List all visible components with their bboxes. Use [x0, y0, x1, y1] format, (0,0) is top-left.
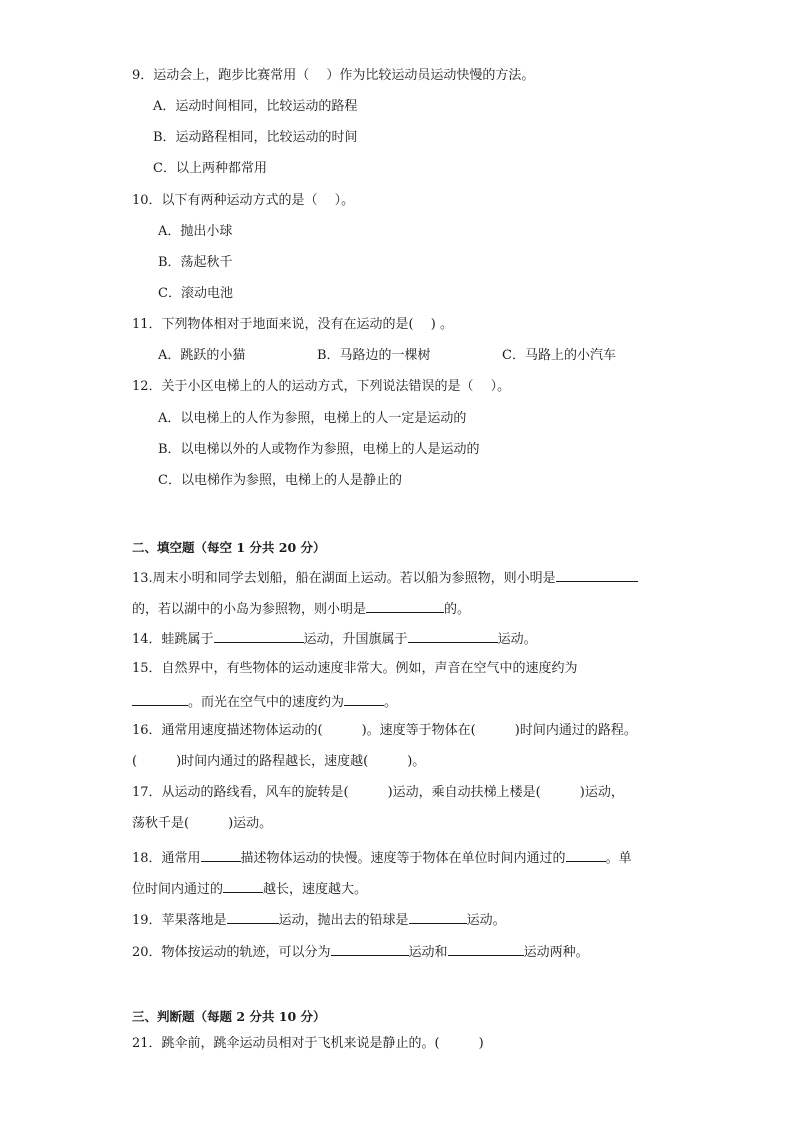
question-18-text-c: 。单	[605, 851, 632, 866]
question-19-line	[132, 909, 506, 930]
question-20-text-c: 运动两种。	[523, 945, 589, 960]
question-18-line-2	[132, 878, 367, 899]
question-21-stem: 21．跳伞前，跳伞运动员相对于飞机来说是静止的。( )	[132, 1036, 484, 1051]
question-10-option-b[interactable]: B．荡起秋千	[158, 255, 233, 270]
answer-blank[interactable]	[409, 909, 467, 924]
question-20-text-a: 20．物体按运动的轨迹，可以分为	[132, 945, 331, 960]
question-15-line-2	[132, 691, 397, 712]
question-14-text-a: 14．蛙跳属于	[132, 632, 214, 647]
question-18-text-b: 描述物体运动的快慢。速度等于物体在单位时间内通过的	[240, 851, 566, 866]
question-18-line-1	[132, 847, 632, 868]
question-9-option-b[interactable]: B．运动路程相同，比较运动的时间	[153, 130, 358, 145]
question-13-text-c: 的。	[444, 602, 471, 617]
question-19-text-c: 运动。	[466, 913, 506, 928]
question-15-line-1: 15．自然界中，有些物体的运动速度非常大。例如，声音在空气中的速度约为	[132, 661, 578, 676]
answer-blank[interactable]	[132, 691, 188, 706]
answer-blank[interactable]	[227, 909, 279, 924]
question-16-line-1: 16．通常用速度描述物体运动的( )。速度等于物体在( )时间内通过的路程。	[132, 723, 637, 738]
question-16-line-2: ( )时间内通过的路程越长，速度越( )。	[132, 754, 426, 769]
question-13-text-a: 13.周末小明和同学去划船，船在湖面上运动。若以船为参照物，则小明是	[132, 571, 556, 586]
section-2-title: 二、填空题（每空 1 分共 20 分）	[132, 540, 326, 555]
question-12-option-c[interactable]: C．以电梯作为参照，电梯上的人是静止的	[158, 473, 402, 488]
question-14-text-b: 运动，升国旗属于	[303, 632, 408, 647]
question-18-text-e: 越长，速度越大。	[263, 882, 368, 897]
question-9-option-a[interactable]: A．运动时间相同，比较运动的路程	[153, 99, 358, 114]
answer-blank[interactable]	[448, 941, 524, 956]
question-9-option-c[interactable]: C．以上两种都常用	[153, 161, 267, 176]
question-20-line	[132, 941, 589, 962]
question-12-option-a[interactable]: A．以电梯上的人作为参照，电梯上的人一定是运动的	[158, 411, 467, 426]
answer-blank[interactable]	[566, 847, 606, 862]
question-10-option-a[interactable]: A．抛出小球	[158, 224, 233, 239]
question-20-text-b: 运动和	[408, 945, 448, 960]
question-18-text-d: 位时间内通过的	[132, 882, 224, 897]
question-17-line-1: 17．从运动的路线看，风车的旋转是( )运动，乘自动扶梯上楼是( )运动，	[132, 785, 624, 800]
question-11-stem: 11．下列物体相对于地面来说，没有在运动的是( ) 。	[132, 317, 453, 332]
answer-blank[interactable]	[214, 628, 304, 643]
answer-blank[interactable]	[556, 567, 638, 582]
question-10-stem: 10．以下有两种运动方式的是（ ）。	[132, 193, 355, 208]
question-13-text-b: 的，若以湖中的小岛为参照物，则小明是	[132, 602, 367, 617]
section-3-title: 三、判断题（每题 2 分共 10 分）	[132, 1009, 326, 1024]
answer-blank[interactable]	[408, 628, 498, 643]
question-18-text-a: 18．通常用	[132, 851, 201, 866]
question-14-text-c: 运动。	[497, 632, 537, 647]
answer-blank[interactable]	[201, 847, 241, 862]
question-11-option-b[interactable]: B．马路边的一棵树	[317, 348, 431, 363]
question-12-option-b[interactable]: B．以电梯以外的人或物作为参照，电梯上的人是运动的	[158, 442, 480, 457]
question-19-text-a: 19．苹果落地是	[132, 913, 227, 928]
question-14-line	[132, 628, 537, 649]
question-19-text-b: 运动，抛出去的铅球是	[278, 913, 409, 928]
answer-blank[interactable]	[366, 598, 444, 613]
question-13-line-2	[132, 598, 470, 619]
question-12-stem: 12．关于小区电梯上的人的运动方式，下列说法错误的是（ ）。	[132, 379, 511, 394]
answer-blank[interactable]	[223, 878, 263, 893]
question-11-option-c[interactable]: C．马路上的小汽车	[502, 348, 616, 363]
question-17-line-2: 荡秋千是( )运动。	[132, 816, 273, 831]
question-13-line-1	[132, 567, 638, 588]
answer-blank[interactable]	[344, 691, 384, 706]
question-10-option-c[interactable]: C．滚动电池	[158, 286, 233, 301]
question-15-text-b: 。而光在空气中的速度约为	[188, 695, 345, 710]
question-11-option-a[interactable]: A．跳跃的小猫	[158, 348, 246, 363]
answer-blank[interactable]	[331, 941, 409, 956]
question-9-stem: 9．运动会上，跑步比赛常用（ ）作为比较运动员运动快慢的方法。	[132, 68, 535, 83]
question-15-text-c: 。	[384, 695, 398, 710]
